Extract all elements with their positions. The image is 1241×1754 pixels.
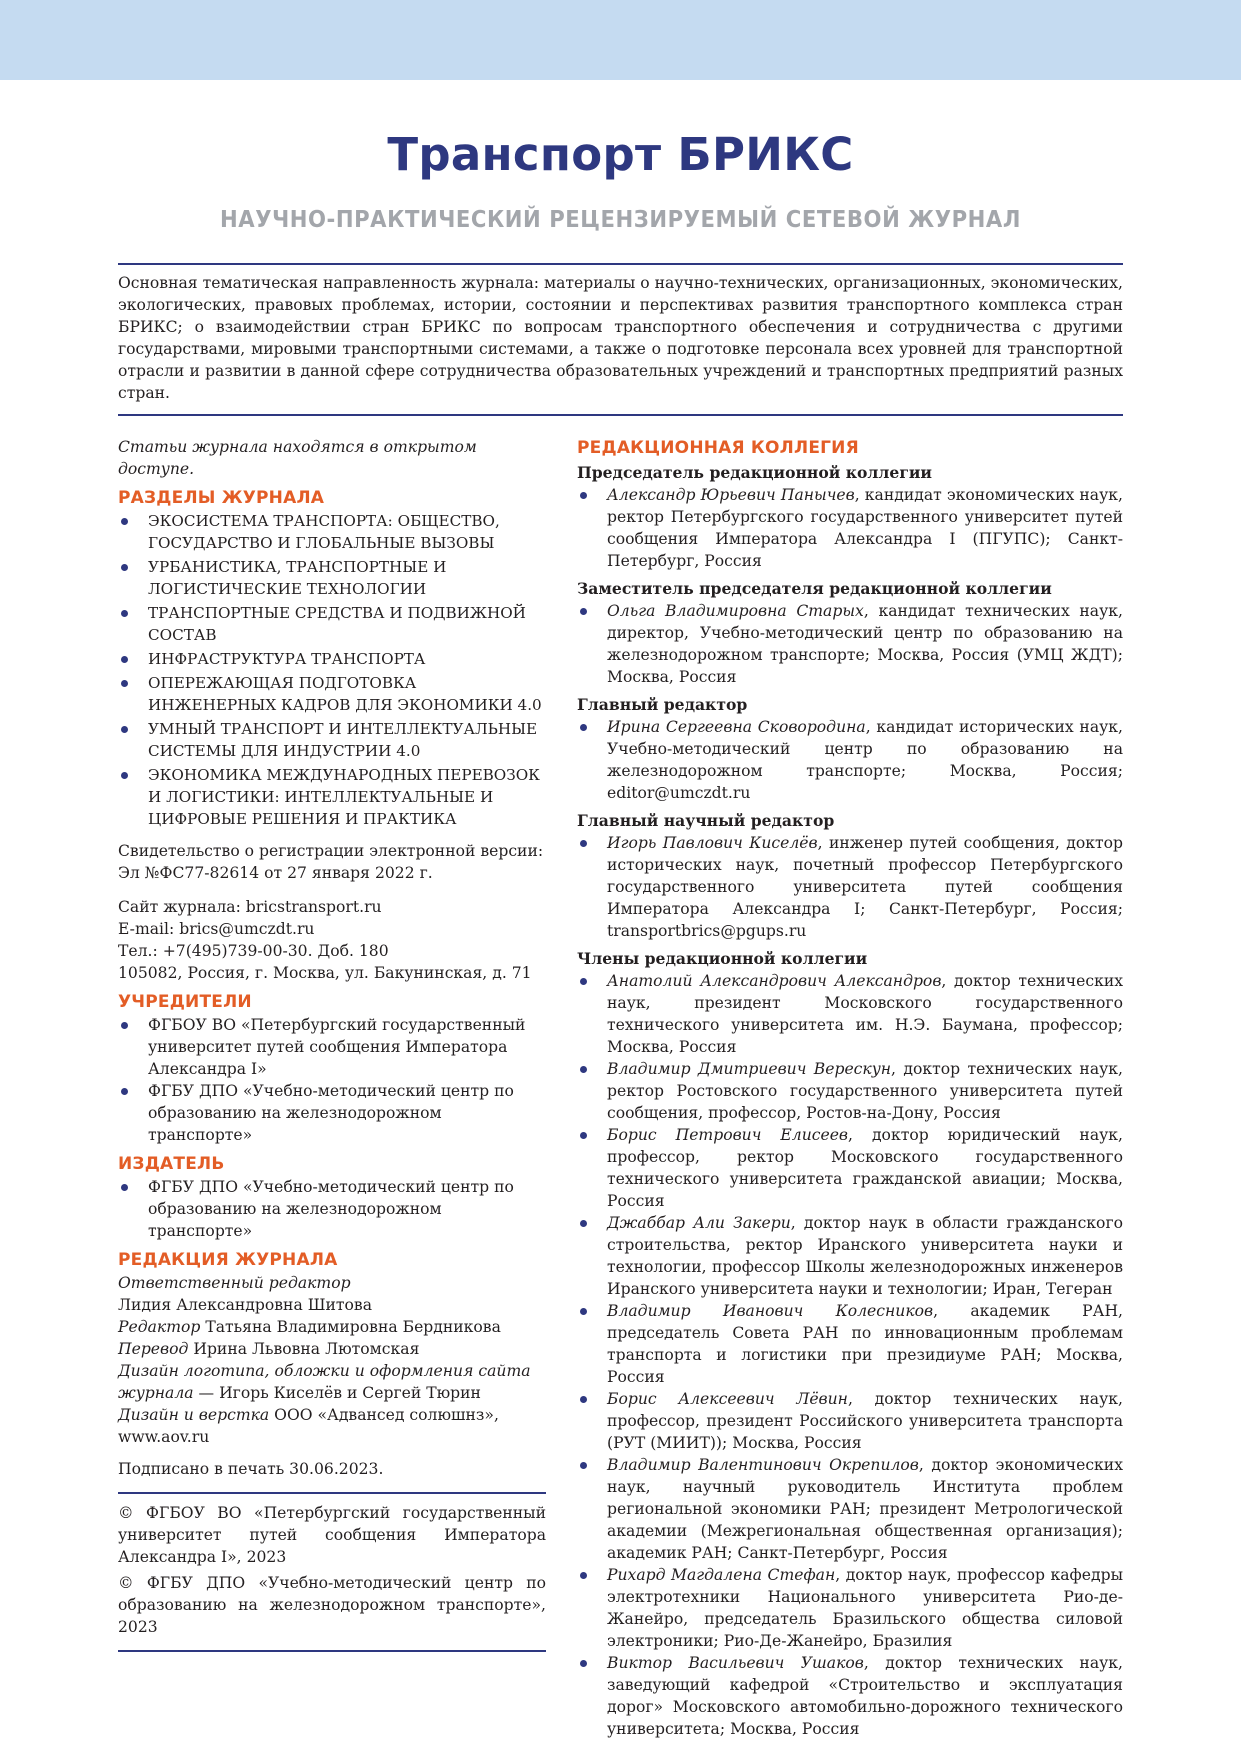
intro-divider xyxy=(118,414,1123,416)
list-item: ЭКОНОМИКА МЕЖДУНАРОДНЫХ ПЕРЕВОЗОК И ЛОГИСТИКИ: ИНТЕЛЛЕКТУАЛЬНЫЕ И ЦИФРОВЫЕ РЕШЕНИЯ И ПРАКТИКА xyxy=(118,764,546,830)
journal-title: Транспорт БРИКС xyxy=(387,128,854,181)
science-editor-heading: Главный научный редактор xyxy=(577,811,835,830)
editorial-heading: РЕДАКЦИЯ ЖУРНАЛА xyxy=(118,1250,338,1270)
member-desc: , доктор наук, профессор кафедры электротехники Национального университета Рио-де-Жанейро, председатель Бразильского общества силовой электроники; Рио-Де-Жанейро, Бразилия xyxy=(607,1566,1123,1650)
journal-subtitle: НАУЧНО-ПРАКТИЧЕСКИЙ РЕЦЕНЗИРУЕМЫЙ СЕТЕВОЙ ЖУРНАЛ xyxy=(220,207,1021,233)
chair-list xyxy=(577,484,1123,572)
member-desc: , доктор технических наук, заведующий кафедрой «Строительство и эксплуатация дорог» Московского автомобильно-дорожного технического университета; Москва, Россия xyxy=(607,1654,1123,1738)
list-item xyxy=(577,1564,1123,1652)
editor-name: Татьяна Владимировна Бердникова xyxy=(200,1318,501,1336)
member-desc: , кандидат исторических наук, Учебно-методический центр по образованию на железнодорожном транспорте; Москва, Россия; editor@umczdt.ru xyxy=(607,718,1123,802)
list-item xyxy=(577,716,1123,804)
member-desc: , доктор технических наук, президент Московского государственного технического университета им. Н.Э. Баумана, профессор; Москва, Россия xyxy=(607,972,1124,1056)
member-name: Рихард Магдалена Стефан xyxy=(607,1566,836,1584)
site-line[interactable]: Сайт журнала: bricstransport.ru xyxy=(118,898,382,916)
design-line xyxy=(118,1360,546,1404)
copyright-2: © ФГБУ ДПО «Учебно-методический центр по образованию на железнодорожном транспорте», 2023 xyxy=(118,1574,546,1636)
list-item xyxy=(577,1058,1123,1124)
translation-line xyxy=(118,1338,546,1360)
member-desc: , доктор технических наук, ректор Ростовского государственного университета путей сообщения, профессор, Ростов-на-Дону, Россия xyxy=(607,1060,1123,1122)
copyright-1: © ФГБОУ ВО «Петербургский государственный университет путей сообщения Императора Александра I», 2023 xyxy=(118,1504,546,1566)
phone-line: Тел.: +7(495)739-00-30. Доб. 180 xyxy=(118,942,389,960)
sections-heading: РАЗДЕЛЫ ЖУРНАЛА xyxy=(118,488,325,508)
chair-heading: Председатель редакционной коллегии xyxy=(577,463,933,482)
right-column xyxy=(577,436,1123,1740)
member-desc: , доктор наук в области гражданского строительства, ректор Иранского университета науки и технологии, профессор Школы железнодорожных инженеров Иранского университета науки и технологии; Иран, Тегеран xyxy=(607,1214,1123,1298)
deputy-list xyxy=(577,600,1123,688)
members-heading: Члены редакционной коллегии xyxy=(577,949,868,968)
founders-heading: УЧРЕДИТЕЛИ xyxy=(118,992,252,1012)
list-item: ЭКОСИСТЕМА ТРАНСПОРТА: ОБЩЕСТВО, ГОСУДАРСТВО И ГЛОБАЛЬНЫЕ ВЫЗОВЫ xyxy=(118,510,546,554)
member-name: Владимир Валентинович Окрепилов xyxy=(607,1456,919,1474)
list-item xyxy=(577,1652,1123,1740)
list-item: ФГБУ ДПО «Учебно-методический центр по образованию на железнодорожном транспорте» xyxy=(118,1176,546,1242)
design-role: Дизайн логотипа, обложки и оформления сайта журнала xyxy=(118,1362,531,1402)
translation-name: Ирина Львовна Лютомская xyxy=(188,1340,420,1358)
design-name: — Игорь Киселёв и Сергей Тюрин xyxy=(193,1384,481,1402)
list-item: УМНЫЙ ТРАНСПОРТ И ИНТЕЛЛЕКТУАЛЬНЫЕ СИСТЕМЫ ДЛЯ ИНДУСТРИИ 4.0 xyxy=(118,718,546,762)
list-item: ОПЕРЕЖАЮЩАЯ ПОДГОТОВКА ИНЖЕНЕРНЫХ КАДРОВ ДЛЯ ЭКОНОМИКИ 4.0 xyxy=(118,672,546,716)
list-item: ТРАНСПОРТНЫЕ СРЕДСТВА И ПОДВИЖНОЙ СОСТАВ xyxy=(118,602,546,646)
member-name: Борис Петрович Елисеев xyxy=(607,1126,849,1144)
list-item: ИНФРАСТРУКТУРА ТРАНСПОРТА xyxy=(118,648,546,670)
exec-editor-role: Ответственный редактор xyxy=(118,1274,351,1292)
list-item: УРБАНИСТИКА, ТРАНСПОРТНЫЕ И ЛОГИСТИЧЕСКИЕ ТЕХНОЛОГИИ xyxy=(118,556,546,600)
members-list xyxy=(577,970,1123,1740)
open-access-note: Статьи журнала находятся в открытом доступе. xyxy=(118,438,477,478)
member-name: Ольга Владимировна Старых xyxy=(607,602,864,620)
founders-list xyxy=(118,1014,546,1146)
signed-date: Подписано в печать 30.06.2023. xyxy=(118,1460,384,1478)
translation-role: Перевод xyxy=(118,1340,189,1358)
address-line: 105082, Россия, г. Москва, ул. Бакунинская, д. 71 xyxy=(118,964,532,982)
list-item xyxy=(577,970,1123,1058)
list-item xyxy=(577,1212,1123,1300)
editorial-staff xyxy=(118,1272,546,1448)
member-desc: , кандидат экономических наук, ректор Петербургского государственного университет путей сообщения Императора Александра I (ПГУПС); Санкт-Петербург, Россия xyxy=(607,486,1123,570)
copyright-bottom-divider xyxy=(118,1650,546,1652)
list-item xyxy=(577,1300,1123,1388)
layout-name: ООО «Адвансед солюшнз», www.aov.ru xyxy=(118,1406,499,1446)
intro-paragraph: Основная тематическая направленность журнала: материалы о научно-технических, организационных, экономических, экологических, правовых проблемах, истории, состоянии и перспективах развития транспортного комплекса стран БРИКС; о взаимодействии стран БРИКС по вопросам транспортного обеспечения и сотрудничества с другими государствами, мировыми транспортными системами, а также о подготовке персонала всех уровней для транспортной отрасли и развитии в данной сфере сотрудничества образовательных учреждений и транспортных предприятий разных стран. xyxy=(118,274,1123,402)
layout-line xyxy=(118,1404,546,1448)
list-item xyxy=(577,484,1123,572)
sections-list xyxy=(118,510,546,830)
list-item xyxy=(577,1454,1123,1564)
copyright-top-divider xyxy=(118,1492,546,1494)
registration-note: Свидетельство о регистрации электронной версии: Эл №ФС77-82614 от 27 января 2022 г. xyxy=(118,842,544,882)
member-name: Игорь Павлович Киселёв xyxy=(607,834,818,852)
board-heading: РЕДАКЦИОННАЯ КОЛЛЕГИЯ xyxy=(577,438,859,458)
top-divider xyxy=(118,263,1123,265)
member-name: Борис Алексеевич Лёвин xyxy=(607,1390,848,1408)
list-item xyxy=(577,1124,1123,1212)
member-name: Владимир Иванович Колесников xyxy=(607,1302,934,1320)
left-column xyxy=(118,436,546,1660)
deputy-heading: Заместитель председателя редакционной коллегии xyxy=(577,579,1052,598)
list-item xyxy=(577,1388,1123,1454)
member-desc: , инженер путей сообщения, доктор исторических наук, почетный профессор Петербургского государственного университета путей сообщения Императора Александра I; Санкт-Петербург, Россия; transportbrics@pgups.ru xyxy=(607,834,1123,940)
member-name: Анатолий Александрович Александров xyxy=(607,972,942,990)
member-name: Джаббар Али Закери xyxy=(607,1214,791,1232)
member-desc: , кандидат технических наук, директор, Учебно-методический центр по образованию на железнодорожном транспорте; Москва, Россия (УМЦ ЖДТ); Москва, Россия xyxy=(607,602,1123,686)
member-desc: , академик РАН, председатель Совета РАН по инновационным проблемам транспорта и логистики при президиуме РАН; Москва, Россия xyxy=(607,1302,1124,1386)
member-desc: , доктор технических наук, профессор, президент Российского университета транспорта (РУТ (МИИТ)); Москва, Россия xyxy=(607,1390,1123,1452)
list-item xyxy=(577,832,1123,942)
contacts-block xyxy=(118,896,546,984)
member-name: Ирина Сергеевна Сковородина xyxy=(607,718,866,736)
science-editor-list xyxy=(577,832,1123,942)
chief-editor-list xyxy=(577,716,1123,804)
top-color-band xyxy=(0,0,1241,80)
list-item: ФГБУ ДПО «Учебно-методический центр по образованию на железнодорожном транспорте» xyxy=(118,1080,546,1146)
member-desc: , доктор юридический наук, профессор, ректор Московского государственного технического университета гражданской авиации; Москва, Россия xyxy=(607,1126,1123,1210)
publisher-list xyxy=(118,1176,546,1242)
editor-role: Редактор xyxy=(118,1318,201,1336)
layout-role: Дизайн и верстка xyxy=(118,1406,270,1424)
member-desc: , доктор экономических наук, научный руководитель Института проблем региональной экономики РАН; президент Метрологической академии (Межрегиональная общественная организация); академик РАН; Санкт-Петербург, Россия xyxy=(607,1456,1123,1562)
exec-editor-name: Лидия Александровна Шитова xyxy=(118,1296,372,1314)
member-name: Виктор Васильевич Ушаков xyxy=(607,1654,864,1672)
chief-editor-heading: Главный редактор xyxy=(577,695,748,714)
email-line[interactable]: E-mail: brics@umczdt.ru xyxy=(118,920,315,938)
member-name: Александр Юрьевич Панычев xyxy=(607,486,855,504)
member-name: Владимир Дмитриевич Верескун xyxy=(607,1060,892,1078)
list-item xyxy=(577,600,1123,688)
list-item: ФГБОУ ВО «Петербургский государственный университет путей сообщения Императора Александра I» xyxy=(118,1014,546,1080)
editor-line xyxy=(118,1316,546,1338)
publisher-heading: ИЗДАТЕЛЬ xyxy=(118,1154,225,1174)
